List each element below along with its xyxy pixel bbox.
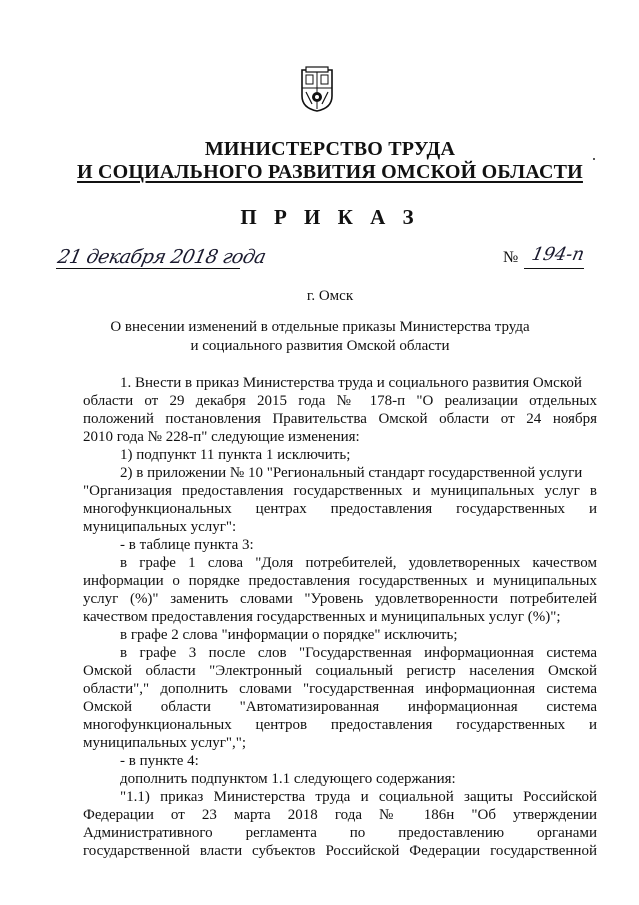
body-line: информации о порядке предоставления государственных и муниципальных [83, 573, 597, 589]
subject-line2: и социального развития Омской области [190, 338, 450, 354]
body-line: 1. Внести в приказ Министерства труда и социального развития Омской [120, 375, 582, 391]
body-line: Омской области "Автоматизированная информационная система [83, 699, 597, 715]
body-line: - в таблице пункта 3: [120, 537, 254, 553]
body-line: Федерации от 23 марта 2018 года № 186н "Об утверждении [83, 807, 597, 823]
body-line: 1) подпункт 11 пункта 1 исключить; [120, 447, 351, 463]
body-line: муниципальных услуг": [83, 519, 237, 535]
body-line: области"," дополнить словами "государственная информационная система [83, 681, 597, 697]
body-line: муниципальных услуг","; [83, 735, 247, 751]
body-line: 2010 года № 228-п" следующие изменения: [83, 429, 360, 445]
body-line: многофункциональных центрах предоставления государственных и [83, 501, 597, 517]
body-line: услуг (%)" заменить словами "Уровень удовлетворенности потребителей [83, 591, 597, 607]
ministry-name-line2: И СОЦИАЛЬНОГО РАЗВИТИЯ ОМСКОЙ ОБЛАСТИ [77, 161, 583, 183]
body-line: "1.1) приказ Министерства труда и социальной защиты Российской [120, 789, 597, 805]
body-line: в графе 2 слова "информации о порядке" исключить; [120, 627, 458, 643]
body-line: 2) в приложении № 10 "Региональный стандарт государственной услуги [120, 465, 583, 481]
body-line: - в пункте 4: [120, 753, 199, 769]
omsk-coat-of-arms-icon [300, 66, 334, 112]
ministry-name-line1: МИНИСТЕРСТВО ТРУДА [204, 138, 456, 160]
city: г. Омск [306, 288, 354, 304]
number-underline [524, 268, 584, 269]
number-sign: № [503, 249, 519, 266]
body-line: Административного регламента по предоставлению органами [83, 825, 597, 841]
body-line: в графе 1 слова "Доля потребителей, удовлетворенных качеством [120, 555, 597, 571]
body-line: Омской области "Электронный социальный регистр населения Омской [83, 663, 597, 679]
order-date: 21 декабря 2018 года [55, 246, 268, 268]
order-title: П Р И К А З [240, 205, 420, 229]
body-line: в графе 3 после слов "Государственная информационная система [120, 645, 597, 661]
order-number: 194-п [529, 244, 587, 265]
body-line: качеством предоставления государственных и муниципальных услуг (%)"; [83, 609, 561, 625]
body-line: "Организация предоставления государственных и муниципальных услуг в [83, 483, 597, 499]
subject-line1: О внесении изменений в отдельные приказы Министерства труда [110, 319, 530, 335]
date-underline [56, 268, 240, 269]
scan-dot [593, 158, 595, 160]
body-line: положений постановления Правительства Омской области от 24 ноября [83, 411, 597, 427]
body-line: государственной власти субъектов Российской Федерации государственной [83, 843, 597, 859]
body-line: многофункциональных центров предоставления государственных и [83, 717, 597, 733]
body-line: дополнить подпунктом 1.1 следующего содержания: [120, 771, 456, 787]
body-line: области от 29 декабря 2015 года № 178-п "О реализации отдельных [83, 393, 597, 409]
